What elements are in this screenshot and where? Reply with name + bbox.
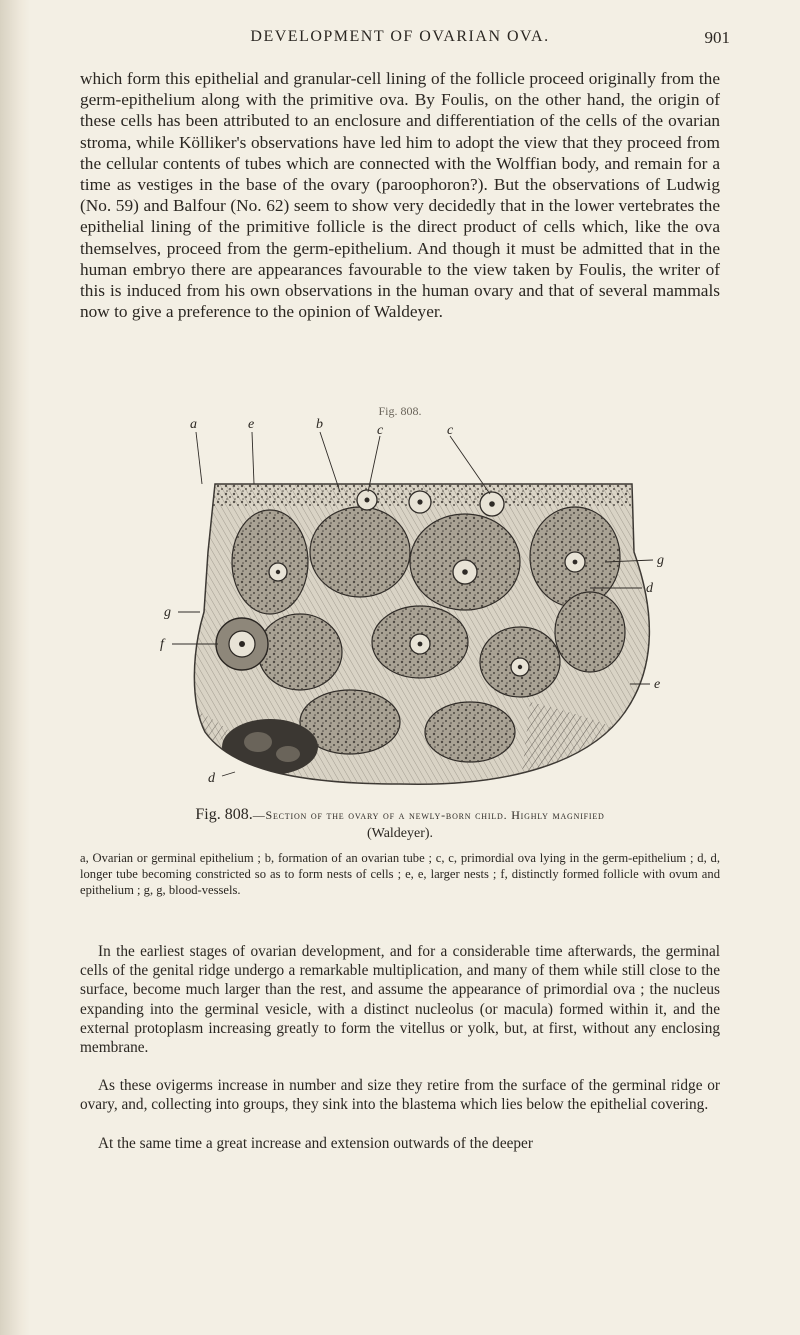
- caption-title-text: —Section of the ovary of a newly-born child. Highly magnified: [252, 808, 605, 822]
- letter-g-left: g: [164, 605, 171, 620]
- paragraph-bottom-2: As these ovigerms increase in number and size they retire from the surface of the germinal ridge or ovary, and, collecting into groups, they sink into the blastema which lies below the epithelial covering.: [80, 1077, 720, 1114]
- letter-c-2: c: [447, 423, 454, 438]
- tissue-body: [180, 472, 680, 790]
- letter-d-bottom: d: [208, 771, 215, 786]
- paragraph-top-1: which form this epithelial and granular-cell lining of the follicle proceed originally from the germ-epithelium along with the primitive ova. By Foulis, on the other hand, the origin of these cells has been attributed to an enclosure and differentiation of the cells of the ovarian stroma, while Kölliker's observations have led him to adopt the view that they proceed from the cellular contents of tubes which are connected with the Wolffian body, and remain for a time as vestiges in the base of the ovary (paroophoron?). But the observations of Ludwig (No. 59) and Balfour (No. 62) seem to show very decidedly that in the lower vertebrates the epithelial lining of the primitive follicle is the direct product of cells which, like the ova themselves, proceed from the germ-epithelium. And though it must be admitted that in the human embryo there are appearances favourable to the view taken by Foulis, the writer of this is induced from his own observations in the human ovary and that of several mammals now to give a preference to the opinion of Waldeyer.: [80, 69, 720, 322]
- letter-c-1: c: [377, 423, 384, 438]
- letter-b: b: [316, 417, 323, 432]
- paragraph-bottom-3: At the same time a great increase and extension outwards of the deeper: [98, 1135, 533, 1152]
- letter-d-right: d: [646, 581, 653, 596]
- letter-a: a: [190, 417, 197, 432]
- ovary-section-illustration: [120, 412, 680, 790]
- letter-f: f: [160, 637, 164, 652]
- ovary-section-figure: [120, 412, 680, 790]
- page-number: 901: [704, 28, 730, 47]
- figure-caption-title: [80, 806, 720, 843]
- page-header: [80, 28, 730, 54]
- running-head: DEVELOPMENT OF OVARIAN OVA.: [250, 28, 550, 45]
- paragraph-bottom-1: In the earliest stages of ovarian development, and for a considerable time afterwards, the germinal cells of the genital ridge undergo a remarkable multiplication, and many of them while still close to the surface, become much larger than the rest, and assume the appearance of primordial ova ; the nucleus expanding into the germinal vesicle, with a distinct nucleolus (or macula) formed within it, and the external protoplasm increasing greatly to form the vitellus or yolk, but, at first, without any enclosing membrane.: [80, 943, 720, 1057]
- letter-e-right: e: [654, 677, 661, 692]
- binding-shadow: [0, 0, 30, 1335]
- figure-label: Fig. 808.: [378, 404, 422, 418]
- letter-g-right: g: [657, 553, 664, 568]
- caption-fig-number: Fig. 808.: [195, 806, 253, 823]
- figure-caption-body: a, Ovarian or germinal epithelium ; b, formation of an ovarian tube ; c, c, primordial ova lying in the germ-epithelium ; d, d, longer tube becoming constricted so as to form nests of cells ; e, e, larger nests ; f, distinctly formed follicle with ovum and epithelium ; g, g, blood-vessels.: [80, 851, 720, 897]
- caption-attribution: (Waldeyer).: [366, 826, 434, 841]
- letter-e-top: e: [248, 417, 255, 432]
